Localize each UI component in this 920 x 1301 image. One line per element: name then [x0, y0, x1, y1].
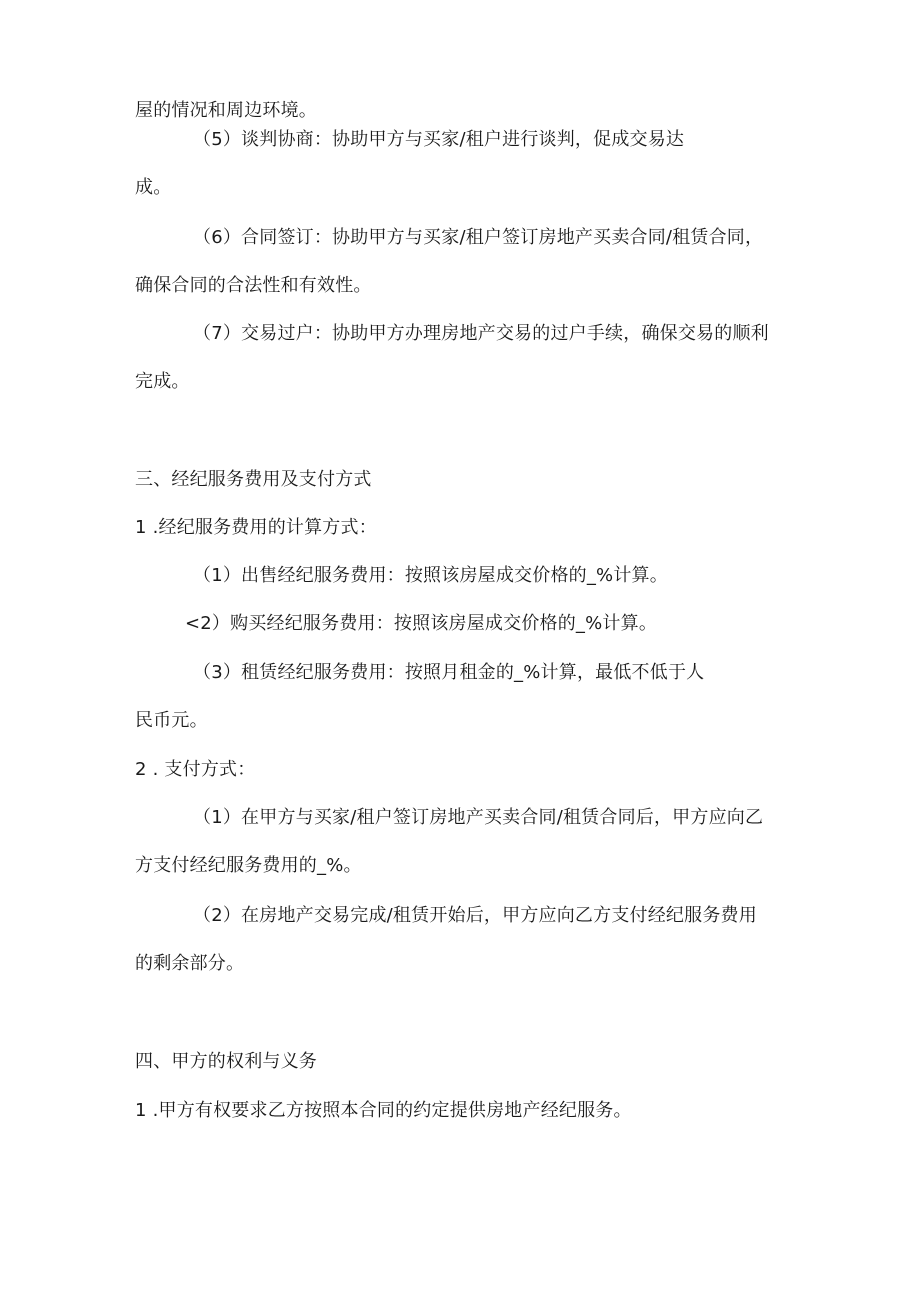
text-line: （6）合同签订：协助甲方与买家/租户签订房地产买卖合同/租赁合同， — [193, 227, 764, 248]
section-heading: 四、甲方的权利与义务 — [135, 1051, 317, 1072]
text-line: （1）在甲方与买家/租户签订房地产买卖合同/租赁合同后，甲方应向乙 — [193, 807, 764, 828]
text-line: （1）出售经纪服务费用：按照该房屋成交价格的_%计算。 — [193, 565, 668, 586]
text-line: 确保合同的合法性和有效性。 — [135, 275, 372, 296]
text-line: 屋的情况和周边环境。 — [135, 100, 317, 121]
subsection-heading: 2 . 支付方式： — [135, 759, 256, 780]
section-heading: 三、经纪服务费用及支付方式 — [135, 469, 372, 490]
text-line: 民币元。 — [135, 710, 208, 731]
text-line: 方支付经纪服务费用的_%。 — [135, 855, 362, 876]
text-line: （3）租赁经纪服务费用：按照月租金的_%计算，最低不低于人 — [193, 662, 705, 683]
subsection-heading: 1 .经纪服务费用的计算方式： — [135, 517, 377, 538]
text-line: 成。 — [135, 177, 172, 198]
text-line: 1 .甲方有权要求乙方按照本合同的约定提供房地产经纪服务。 — [135, 1100, 632, 1121]
text-line: （5）谈判协商：协助甲方与买家/租户进行谈判，促成交易达 — [193, 129, 685, 150]
text-line: 完成。 — [135, 371, 190, 392]
text-line: （2）在房地产交易完成/租赁开始后，甲方应向乙方支付经纪服务费用 — [193, 905, 757, 926]
text-line: 的剩余部分。 — [135, 953, 245, 974]
text-line: <2）购买经纪服务费用：按照该房屋成交价格的_%计算。 — [185, 613, 658, 634]
text-line: （7）交易过户：协助甲方办理房地产交易的过户手续，确保交易的顺利 — [193, 323, 769, 344]
